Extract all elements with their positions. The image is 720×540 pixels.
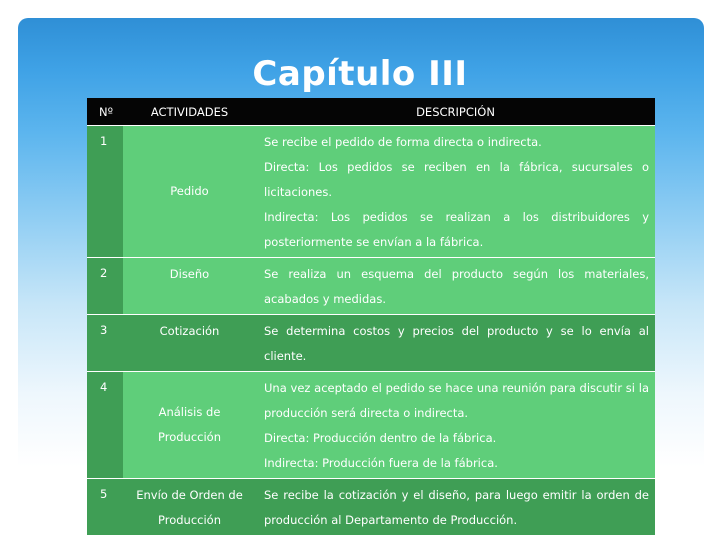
row-description (256, 315, 655, 372)
row-number: 1 (87, 126, 123, 258)
table-row (87, 258, 655, 315)
slide-title: Capítulo III (252, 54, 468, 94)
table-header-row (87, 98, 655, 126)
description-paragraph: Se recibe el pedido de forma directa o indirecta. (264, 135, 542, 149)
row-number: 2 (87, 258, 123, 315)
header-description: DESCRIPCIÓN (256, 98, 655, 126)
description-paragraph: Una vez aceptado el pedido se hace una reunión para discutir si la producción será directa o indirecta. (264, 381, 649, 420)
table-row (87, 372, 655, 479)
row-description (256, 479, 655, 536)
description-paragraph: Indirecta: Producción fuera de la fábrica. (264, 456, 498, 470)
row-activity: Envío de Orden de Producción (123, 479, 256, 536)
description-paragraph: Se determina costos y precios del producto y se lo envía al cliente. (264, 324, 649, 363)
description-paragraph: Se recibe la cotización y el diseño, para luego emitir la orden de producción al Departamento de Producción. (264, 488, 649, 527)
table-row (87, 479, 655, 536)
row-activity: Cotización (123, 315, 256, 372)
row-activity: Pedido (123, 126, 256, 258)
row-description (256, 372, 655, 479)
description-paragraph: Indirecta: Los pedidos se realizan a los distribuidores y posteriormente se envían a la fábrica. (264, 210, 649, 249)
row-activity: Diseño (123, 258, 256, 315)
row-activity: Análisis de Producción (123, 372, 256, 479)
description-paragraph: Directa: Los pedidos se reciben en la fábrica, sucursales o licitaciones. (264, 160, 649, 199)
description-paragraph: Directa: Producción dentro de la fábrica. (264, 431, 497, 445)
row-number: 3 (87, 315, 123, 372)
description-paragraph: Se realiza un esquema del producto según los materiales, acabados y medidas. (264, 267, 649, 306)
row-number: 4 (87, 372, 123, 479)
table-row (87, 315, 655, 372)
row-number: 5 (87, 479, 123, 536)
row-description (256, 126, 655, 258)
header-num: Nº (87, 98, 123, 126)
table-row (87, 126, 655, 258)
activities-table (87, 98, 655, 536)
row-description (256, 258, 655, 315)
header-activities: ACTIVIDADES (123, 98, 256, 126)
